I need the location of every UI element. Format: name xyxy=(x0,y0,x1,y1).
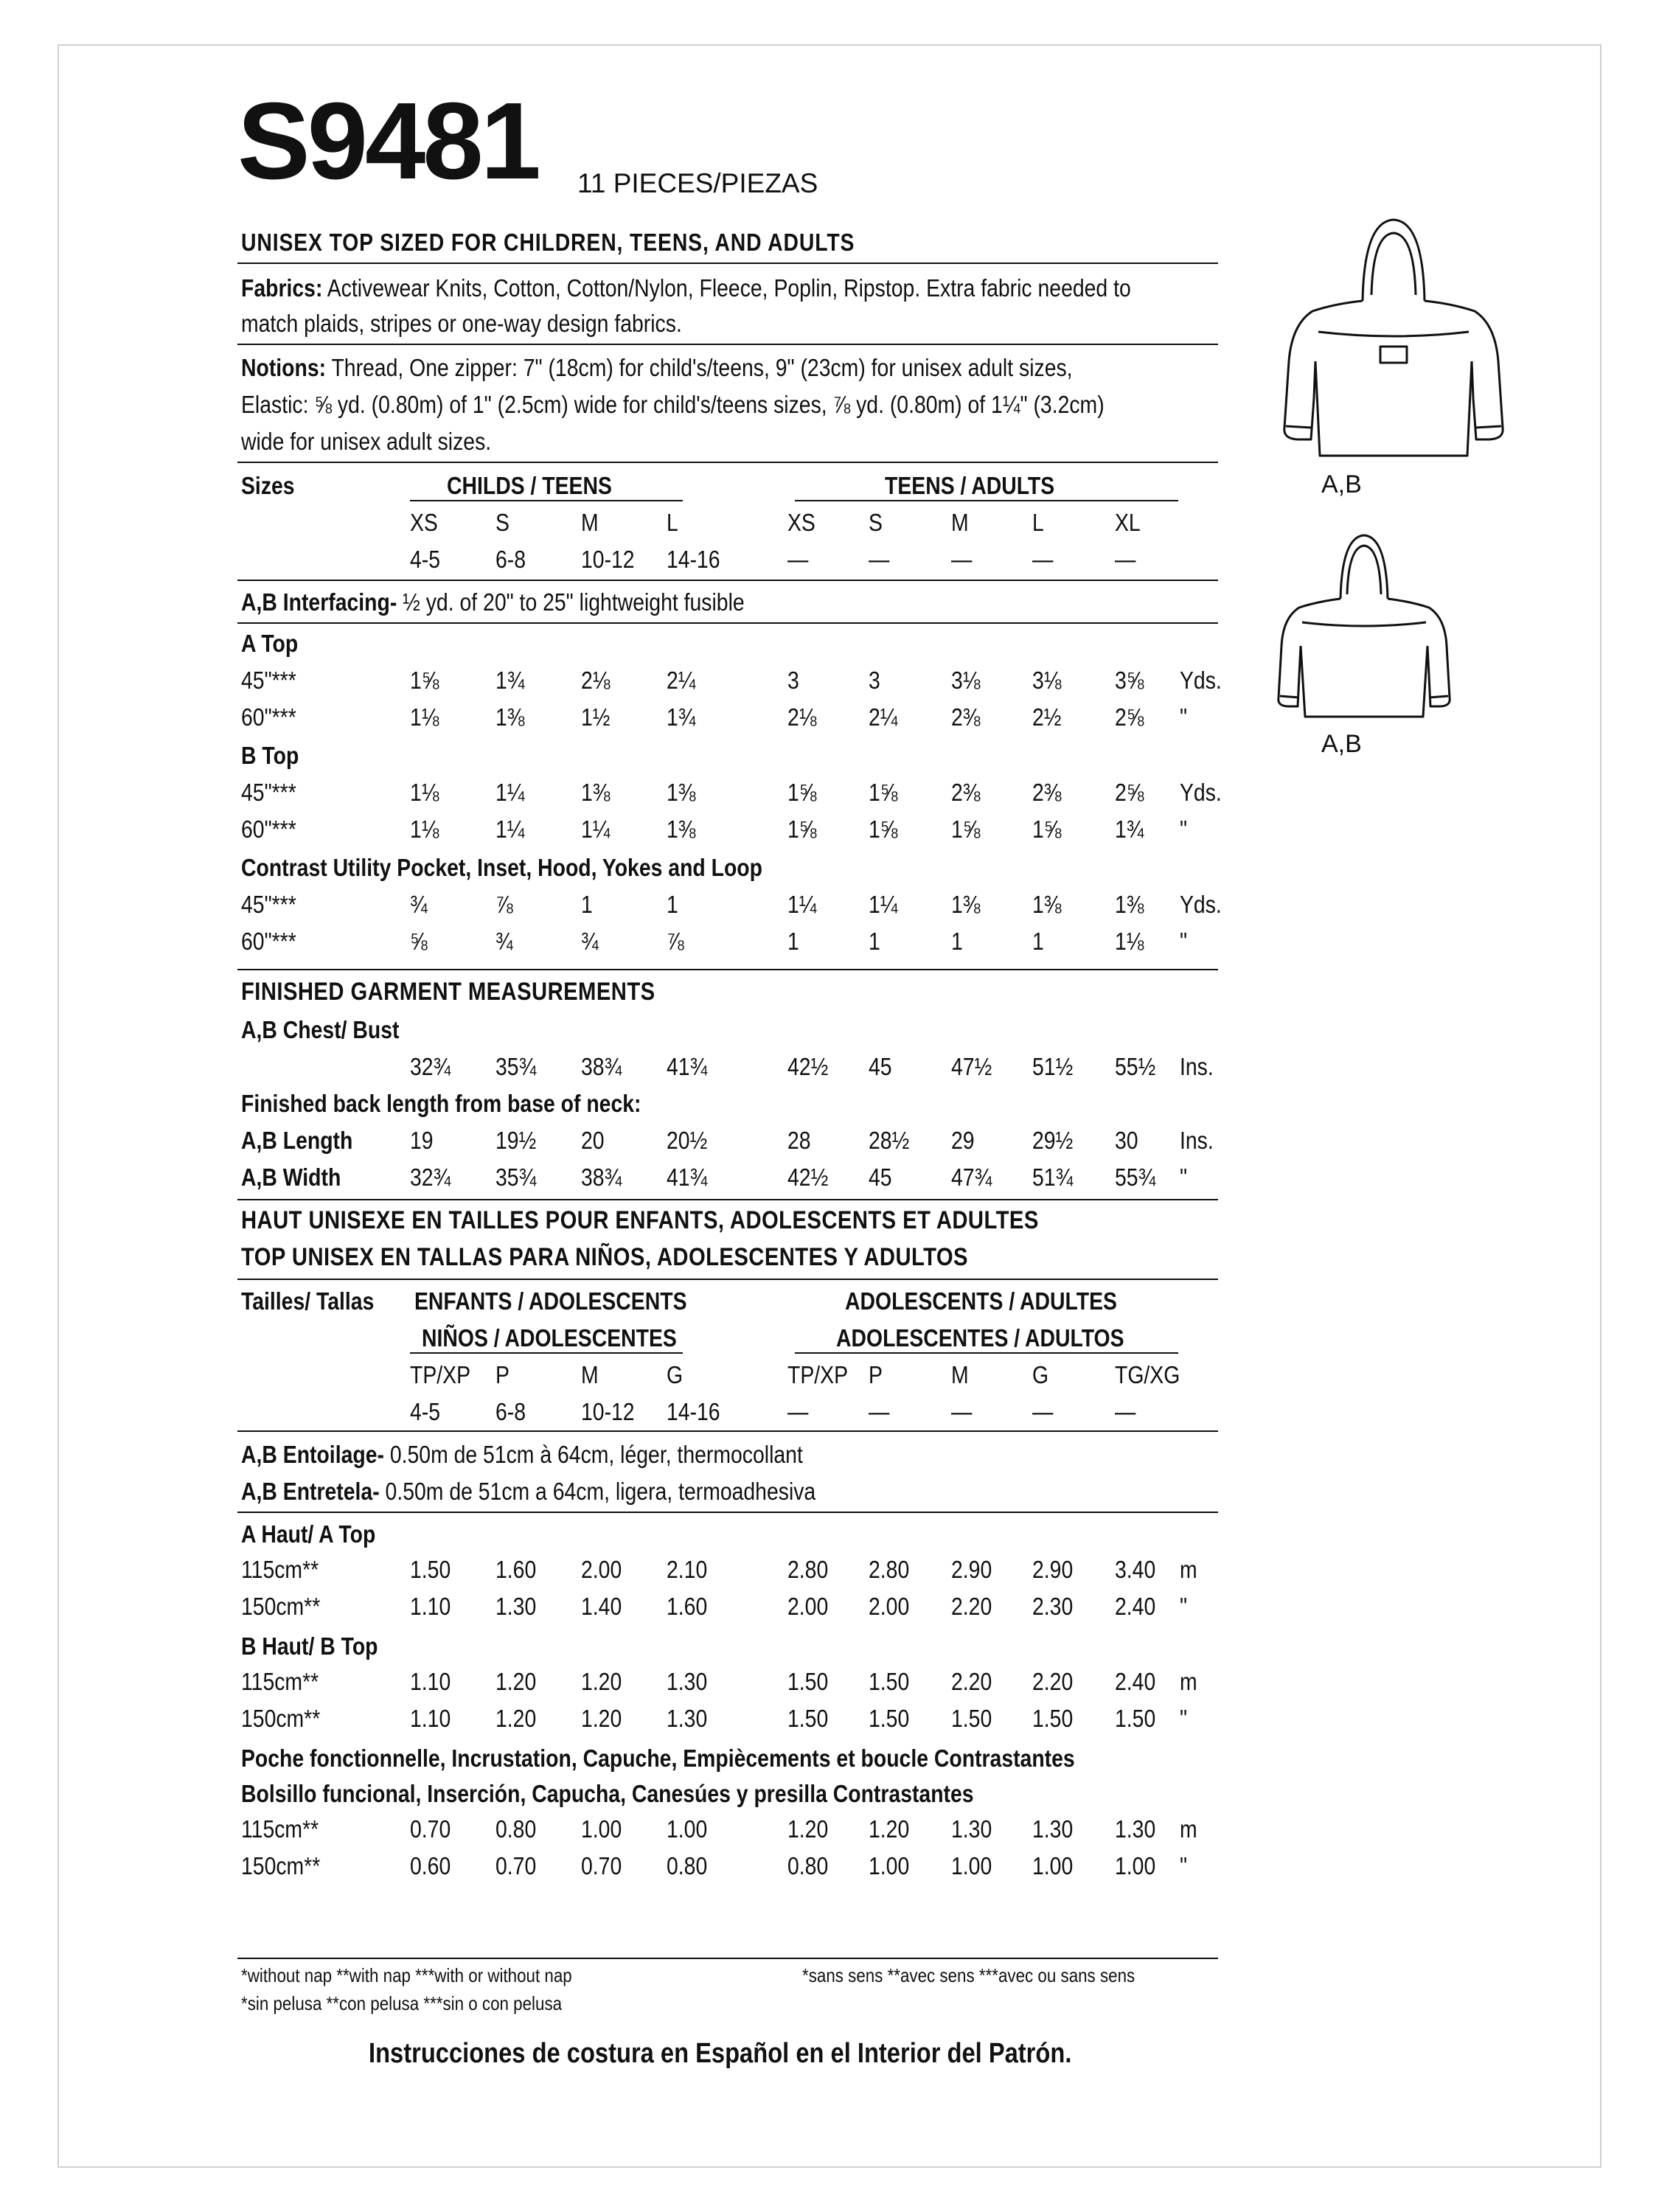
footnote-en: *without nap **with nap ***with or without nap xyxy=(241,1964,572,1986)
table-cell: 28½ xyxy=(869,1127,910,1154)
table-cell: 1 xyxy=(951,928,963,955)
fabrics-text: Activewear Knits, Cotton, Cotton/Nylon, Fleece, Poplin, Ripstop. Extra fabric needed to xyxy=(327,274,1131,302)
table-cell: ⅝ xyxy=(410,928,428,955)
table-cell: 2.90 xyxy=(1032,1556,1074,1583)
sizes-label-intl: Tailles/ Tallas xyxy=(241,1287,375,1315)
table-cell: 51½ xyxy=(1032,1053,1074,1080)
divider xyxy=(237,580,1218,581)
table-cell: — xyxy=(869,546,890,573)
table-cell: 1.30 xyxy=(1115,1815,1156,1843)
unit-label: Ins. xyxy=(1180,1127,1214,1154)
table-cell: 1.50 xyxy=(1032,1705,1074,1732)
table-cell: 6-8 xyxy=(495,546,526,573)
group-ninos-ados: NIÑOS / ADOLESCENTES xyxy=(422,1324,677,1352)
table-cell: 2⅜ xyxy=(1032,779,1062,806)
table-cell: 1 xyxy=(787,928,799,955)
table-cell: 1¼ xyxy=(495,779,525,806)
table-cell: 6-8 xyxy=(495,1398,526,1425)
finished-title: FINISHED GARMENT MEASUREMENTS xyxy=(241,978,655,1006)
table-cell: 2.40 xyxy=(1115,1668,1156,1695)
section-heading: Poche fonctionnelle, Incrustation, Capuche, Empiècements et boucle Contrastantes xyxy=(241,1745,1075,1772)
notions-label: Notions: xyxy=(241,354,327,381)
table-cell: M xyxy=(581,1361,599,1388)
underline xyxy=(795,500,1178,501)
unit-label: " xyxy=(1180,1705,1188,1732)
table-cell: 10-12 xyxy=(581,546,635,573)
table-cell: 51¾ xyxy=(1032,1164,1074,1191)
table-cell: 14-16 xyxy=(667,1398,720,1425)
entoilage-row xyxy=(241,1439,803,1471)
table-cell: 1⅜ xyxy=(1032,891,1062,918)
table-cell: 1 xyxy=(581,891,593,918)
table-cell: 1.10 xyxy=(410,1668,451,1695)
entretela-row xyxy=(241,1476,815,1508)
table-cell: 3⅛ xyxy=(951,667,981,694)
table-cell: 3 xyxy=(787,667,799,694)
table-cell: 2⅜ xyxy=(951,703,981,731)
table-cell: 1.20 xyxy=(495,1705,537,1732)
footnote-es: *sin pelusa **con pelusa ***sin o con pelusa xyxy=(241,1992,563,2014)
row-label: 45"*** xyxy=(241,779,296,806)
section-heading: A Top xyxy=(241,630,299,657)
table-cell: G xyxy=(667,1361,684,1388)
table-cell: 1.50 xyxy=(869,1668,910,1695)
table-cell: 3.40 xyxy=(1115,1556,1156,1583)
table-cell: ⅞ xyxy=(495,891,513,918)
table-cell: 1.00 xyxy=(667,1815,708,1843)
unit-label: Yds. xyxy=(1180,891,1222,918)
table-cell: 1.00 xyxy=(1115,1852,1156,1879)
table-cell: — xyxy=(1115,546,1136,573)
footnote-fr: *sans sens **avec sens ***avec ou sans sens xyxy=(802,1964,1135,1986)
table-cell: 3 xyxy=(869,667,880,694)
table-cell: — xyxy=(951,1398,973,1425)
table-cell: 1.30 xyxy=(951,1815,992,1843)
table-cell: 1¾ xyxy=(1115,815,1144,843)
unit-label: m xyxy=(1180,1668,1197,1695)
table-cell: 42½ xyxy=(787,1164,829,1191)
group-ados-adultos: ADOLESCENTES / ADULTOS xyxy=(836,1324,1124,1352)
table-cell: 1.50 xyxy=(410,1556,451,1583)
table-cell: 42½ xyxy=(787,1053,829,1080)
sizes-label: Sizes xyxy=(241,472,295,499)
table-cell: TP/XP xyxy=(787,1361,849,1388)
section-heading: A Haut/ A Top xyxy=(241,1520,376,1548)
group-childs-teens: CHILDS / TEENS xyxy=(447,472,612,499)
table-cell: 1.10 xyxy=(410,1593,451,1620)
notions-line-1 xyxy=(241,352,1073,384)
table-cell: XL xyxy=(1115,509,1141,536)
table-cell: 1.10 xyxy=(410,1705,451,1732)
table-cell: 1.30 xyxy=(495,1593,537,1620)
table-cell: 19 xyxy=(410,1127,434,1154)
illustration-label-2: A,B xyxy=(1321,730,1362,758)
spanish-instructions-note: Instrucciones de costura en Español en el Interior del Patrón. xyxy=(369,2038,1072,2069)
table-cell: 20 xyxy=(581,1127,605,1154)
hoodie-back-illustration-2 xyxy=(1253,531,1475,723)
title-es: TOP UNISEX EN TALLAS PARA NIÑOS, ADOLESCENTES Y ADULTOS xyxy=(241,1243,968,1271)
table-cell: 1 xyxy=(869,928,880,955)
table-cell: 1¾ xyxy=(667,703,696,731)
table-cell: ¾ xyxy=(410,891,428,918)
divider xyxy=(237,344,1218,345)
table-cell: 1.50 xyxy=(787,1668,829,1695)
table-cell: 1.20 xyxy=(581,1705,622,1732)
unit-label: " xyxy=(1180,703,1188,731)
illustration-label-1: A,B xyxy=(1321,470,1362,498)
unit-label: " xyxy=(1180,928,1188,955)
table-cell: M xyxy=(951,509,969,536)
table-cell: 1⅜ xyxy=(1115,891,1144,918)
table-cell: 0.80 xyxy=(667,1852,708,1879)
underline xyxy=(795,1352,1178,1354)
table-cell: 2⅜ xyxy=(951,779,981,806)
row-label: 150cm** xyxy=(241,1852,321,1879)
table-cell: TG/XG xyxy=(1115,1361,1180,1388)
table-cell: P xyxy=(869,1361,883,1388)
table-cell: 0.70 xyxy=(410,1815,451,1843)
table-cell: 4-5 xyxy=(410,1398,441,1425)
table-cell: 2⅛ xyxy=(581,667,611,694)
interfacing-text: ½ yd. of 20" to 25" lightweight fusible xyxy=(403,588,745,616)
table-cell: 19½ xyxy=(495,1127,537,1154)
table-cell: 3⅛ xyxy=(1032,667,1062,694)
hoodie-back-illustration-1 xyxy=(1253,214,1534,465)
table-cell: S xyxy=(869,509,883,536)
table-cell: 1.20 xyxy=(869,1815,910,1843)
table-cell: 38¾ xyxy=(581,1053,622,1080)
table-cell: — xyxy=(1032,1398,1054,1425)
table-cell: 1.20 xyxy=(787,1815,829,1843)
table-cell: 1⅜ xyxy=(495,703,525,731)
table-cell: — xyxy=(1115,1398,1136,1425)
table-cell: 1⅜ xyxy=(667,815,696,843)
table-cell: 1¼ xyxy=(869,891,898,918)
divider xyxy=(237,1279,1218,1280)
table-cell: 2⅝ xyxy=(1115,779,1144,806)
divider xyxy=(237,1512,1218,1513)
table-cell: 4-5 xyxy=(410,546,441,573)
section-heading: Bolsillo funcional, Inserción, Capucha, Canesúes y presilla Contrastantes xyxy=(241,1780,974,1807)
table-cell: 1.20 xyxy=(495,1668,537,1695)
table-cell: 1⅜ xyxy=(951,891,981,918)
row-label: 60"*** xyxy=(241,815,296,843)
notions-line-3: wide for unisex adult sizes. xyxy=(241,428,492,455)
table-cell: 1.30 xyxy=(1032,1815,1074,1843)
table-cell: G xyxy=(1032,1361,1049,1388)
table-cell: 14-16 xyxy=(667,546,720,573)
unit-label: Yds. xyxy=(1180,779,1222,806)
table-cell: 47½ xyxy=(951,1053,992,1080)
row-label: 60"*** xyxy=(241,703,296,731)
table-cell: 32¾ xyxy=(410,1053,451,1080)
divider xyxy=(237,462,1218,463)
table-cell: 1¼ xyxy=(495,815,525,843)
table-cell: XS xyxy=(410,509,438,536)
row-label: A,B Length xyxy=(241,1127,353,1154)
unit-label: m xyxy=(1180,1815,1197,1843)
table-cell: 1.60 xyxy=(667,1593,708,1620)
table-cell: 2.00 xyxy=(581,1556,622,1583)
underline xyxy=(410,500,683,501)
table-cell: 1.50 xyxy=(951,1705,992,1732)
table-cell: 55½ xyxy=(1115,1053,1156,1080)
table-cell: 2.20 xyxy=(1032,1668,1074,1695)
table-cell: 1⅝ xyxy=(787,779,817,806)
unit-label: Ins. xyxy=(1180,1053,1214,1080)
table-cell: 1.20 xyxy=(581,1668,622,1695)
table-cell: 1⅝ xyxy=(410,667,439,694)
row-label: 150cm** xyxy=(241,1593,321,1620)
table-cell: 0.70 xyxy=(495,1852,537,1879)
table-cell: P xyxy=(495,1361,509,1388)
table-cell: 29½ xyxy=(1032,1127,1074,1154)
pattern-number: S9481 xyxy=(237,80,538,202)
table-cell: — xyxy=(787,546,809,573)
table-cell: 1.30 xyxy=(667,1705,708,1732)
table-cell: 45 xyxy=(869,1164,892,1191)
table-cell: 1.50 xyxy=(1115,1705,1156,1732)
table-cell: 1.50 xyxy=(787,1705,829,1732)
table-cell: 1⅝ xyxy=(951,815,981,843)
table-cell: 47¾ xyxy=(951,1164,992,1191)
divider xyxy=(237,1430,1218,1432)
underline xyxy=(410,1352,683,1354)
table-cell: TP/XP xyxy=(410,1361,471,1388)
row-label: 115cm** xyxy=(241,1668,319,1695)
group-teens-adults: TEENS / ADULTS xyxy=(885,472,1055,499)
entoilage-label: A,B Entoilage- xyxy=(241,1441,384,1468)
table-cell: M xyxy=(951,1361,969,1388)
notions-text: Thread, One zipper: 7" (18cm) for child's/teens, 9" (23cm) for unisex adult sizes, xyxy=(331,354,1073,381)
group-ados-adultes: ADOLESCENTS / ADULTES xyxy=(845,1287,1117,1315)
interfacing-row xyxy=(241,587,745,619)
unit-label: " xyxy=(1180,1852,1188,1879)
table-cell: — xyxy=(869,1398,890,1425)
table-cell: 30 xyxy=(1115,1127,1138,1154)
table-cell: 1⅝ xyxy=(1032,815,1062,843)
table-cell: 2¼ xyxy=(667,667,696,694)
table-cell: 2.80 xyxy=(869,1556,910,1583)
table-cell: 41¾ xyxy=(667,1164,708,1191)
table-cell: 41¾ xyxy=(667,1053,708,1080)
divider xyxy=(237,1958,1218,1959)
table-cell: — xyxy=(787,1398,809,1425)
table-cell: 38¾ xyxy=(581,1164,622,1191)
table-cell: 1½ xyxy=(581,703,611,731)
table-cell: 1 xyxy=(1032,928,1044,955)
table-cell: 0.80 xyxy=(495,1815,537,1843)
table-cell: 1.00 xyxy=(951,1852,992,1879)
table-cell: L xyxy=(1032,509,1044,536)
table-cell: 1.50 xyxy=(869,1705,910,1732)
row-label: A,B Width xyxy=(241,1164,341,1191)
table-cell: 2⅛ xyxy=(787,703,817,731)
table-cell: ¾ xyxy=(581,928,599,955)
table-cell: 1⅜ xyxy=(581,779,611,806)
row-label: 45"*** xyxy=(241,667,296,694)
table-cell: S xyxy=(495,509,509,536)
row-label: 115cm** xyxy=(241,1815,319,1843)
table-cell: 2.10 xyxy=(667,1556,708,1583)
table-cell: 0.70 xyxy=(581,1852,622,1879)
table-cell: 1¼ xyxy=(581,815,611,843)
row-label: 60"*** xyxy=(241,928,296,955)
pattern-title: UNISEX TOP SIZED FOR CHILDREN, TEENS, AND ADULTS xyxy=(241,229,855,256)
table-cell: 1⅝ xyxy=(787,815,817,843)
table-cell: 2¼ xyxy=(869,703,898,731)
unit-label: " xyxy=(1180,815,1188,843)
table-cell: 0.60 xyxy=(410,1852,451,1879)
table-cell: 2.40 xyxy=(1115,1593,1156,1620)
table-cell: 55¾ xyxy=(1115,1164,1156,1191)
table-cell: 1¼ xyxy=(787,891,817,918)
table-cell: 28 xyxy=(787,1127,811,1154)
section-heading: B Haut/ B Top xyxy=(241,1632,378,1660)
table-cell: 1⅛ xyxy=(410,703,439,731)
fabrics-label: Fabrics: xyxy=(241,274,323,302)
entretela-text: 0.50m de 51cm a 64cm, ligera, termoadhesiva xyxy=(385,1478,816,1505)
divider xyxy=(237,262,1218,264)
table-cell: 29 xyxy=(951,1127,975,1154)
row-label: 150cm** xyxy=(241,1705,321,1732)
back-length-title: Finished back length from base of neck: xyxy=(241,1090,641,1117)
entoilage-text: 0.50m de 51cm à 64cm, léger, thermocollant xyxy=(389,1441,803,1468)
table-cell: 20½ xyxy=(667,1127,708,1154)
divider xyxy=(237,969,1218,970)
piece-count: 11 PIECES/PIEZAS xyxy=(577,168,818,198)
table-cell: 1 xyxy=(667,891,678,918)
group-enfants-ados: ENFANTS / ADOLESCENTS xyxy=(414,1287,687,1315)
table-cell: 2.00 xyxy=(869,1593,910,1620)
table-cell: 32¾ xyxy=(410,1164,451,1191)
divider xyxy=(237,622,1218,624)
unit-label: m xyxy=(1180,1556,1197,1583)
table-cell: 2.20 xyxy=(951,1593,992,1620)
table-cell: — xyxy=(951,546,973,573)
table-cell: 1.30 xyxy=(667,1668,708,1695)
table-cell: 2⅝ xyxy=(1115,703,1144,731)
table-cell: 2.90 xyxy=(951,1556,992,1583)
chest-label: A,B Chest/ Bust xyxy=(241,1016,400,1043)
row-label: 45"*** xyxy=(241,891,296,918)
table-cell: 1⅛ xyxy=(410,815,439,843)
table-cell: 1.40 xyxy=(581,1593,622,1620)
table-cell: 10-12 xyxy=(581,1398,635,1425)
entretela-label: A,B Entretela- xyxy=(241,1478,380,1505)
table-cell: 0.80 xyxy=(787,1852,829,1879)
table-cell: 1⅜ xyxy=(667,779,696,806)
table-cell: 2.80 xyxy=(787,1556,829,1583)
table-cell: 1⅛ xyxy=(410,779,439,806)
table-cell: 1.00 xyxy=(869,1852,910,1879)
table-cell: 1.60 xyxy=(495,1556,537,1583)
table-cell: 35¾ xyxy=(495,1164,537,1191)
table-cell: 1.00 xyxy=(581,1815,622,1843)
fabrics-line-2: match plaids, stripes or one-way design fabrics. xyxy=(241,310,682,337)
divider xyxy=(237,1199,1218,1200)
table-cell: L xyxy=(667,509,678,536)
table-cell: ¾ xyxy=(495,928,513,955)
unit-label: Yds. xyxy=(1180,667,1222,694)
table-cell: 45 xyxy=(869,1053,892,1080)
title-fr: HAUT UNISEXE EN TAILLES POUR ENFANTS, ADOLESCENTS ET ADULTES xyxy=(241,1206,1039,1234)
table-cell: 1⅝ xyxy=(869,815,898,843)
unit-label: " xyxy=(1180,1164,1188,1191)
table-cell: 1⅝ xyxy=(869,779,898,806)
unit-label: " xyxy=(1180,1593,1188,1620)
section-heading: Contrast Utility Pocket, Inset, Hood, Yokes and Loop xyxy=(241,854,762,881)
table-cell: ⅞ xyxy=(667,928,684,955)
table-cell: 2.30 xyxy=(1032,1593,1074,1620)
table-cell: M xyxy=(581,509,599,536)
fabrics-line-1 xyxy=(241,273,1131,305)
table-cell: 1.00 xyxy=(1032,1852,1074,1879)
table-cell: 1¾ xyxy=(495,667,525,694)
table-cell: 1⅛ xyxy=(1115,928,1144,955)
section-heading: B Top xyxy=(241,742,299,769)
table-cell: 2.20 xyxy=(951,1668,992,1695)
table-cell: 3⅝ xyxy=(1115,667,1144,694)
table-cell: — xyxy=(1032,546,1054,573)
interfacing-label: A,B Interfacing- xyxy=(241,588,397,616)
table-cell: XS xyxy=(787,509,815,536)
table-cell: 35¾ xyxy=(495,1053,537,1080)
table-cell: 2.00 xyxy=(787,1593,829,1620)
row-label: 115cm** xyxy=(241,1556,319,1583)
table-cell: 2½ xyxy=(1032,703,1062,731)
notions-line-2: Elastic: ⅝ yd. (0.80m) of 1" (2.5cm) wide for child's/teens sizes, ⅞ yd. (0.80m) of 1¼" (3.2cm) xyxy=(241,391,1105,418)
